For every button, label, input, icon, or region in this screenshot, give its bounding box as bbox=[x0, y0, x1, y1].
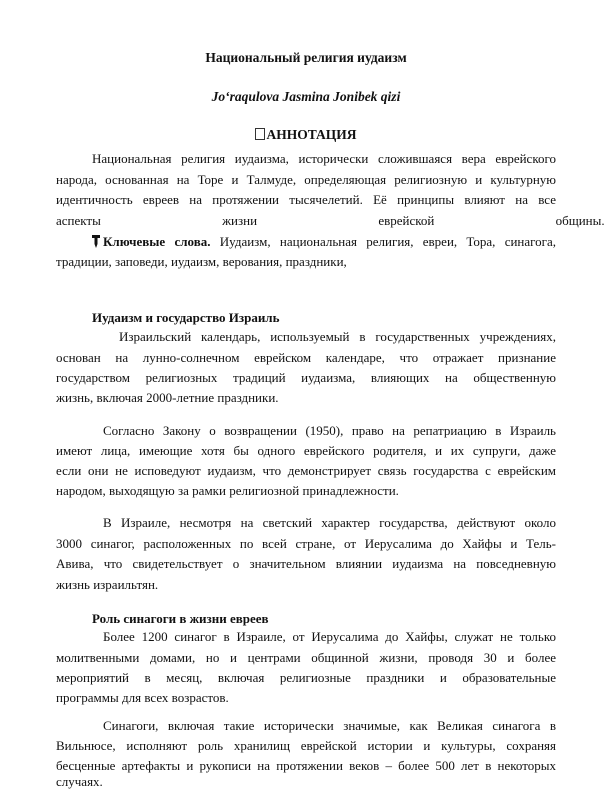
annotation-line: идентичность евреев на протяжении тысячелетий. Её принципы влияют на все bbox=[56, 192, 556, 207]
paragraph-line: случаях. bbox=[56, 774, 103, 789]
annotation-line: аспекты жизни еврейской общины. bbox=[56, 213, 605, 228]
paragraph-line: Израильский календарь, используемый в государственных учреждениях, bbox=[119, 329, 556, 344]
annotation-heading: АННОТАЦИЯ bbox=[266, 127, 357, 142]
paragraph-line: имеют лица, имеющие хотя бы одного еврейского родителя, и их супруги, даже bbox=[56, 443, 556, 458]
paragraph-line: основан на лунно-солнечном еврейском календаре, что отражает признание bbox=[56, 350, 556, 365]
section-heading: Иудаизм и государство Израиль bbox=[92, 310, 280, 325]
paragraph-line: молитвенными домами, но и центрами общинной жизни, проводя 30 и более bbox=[56, 650, 556, 665]
paragraph-line: Авива, что свидетельствует о значительном влиянии иудаизма на повседневную bbox=[56, 556, 556, 571]
annotation-line: Национальная религия иудаизма, исторически сложившаяся вера еврейского bbox=[92, 151, 556, 166]
paragraph-line: В Израиле, несмотря на светский характер государства, действуют около bbox=[103, 515, 556, 530]
paragraph-line: 3000 синагог, расположенных по всей стране, от Иерусалима до Хайфы и Тель- bbox=[56, 536, 556, 551]
paragraph-line: народом, выходящую за рамки религиозной принадлежности. bbox=[56, 483, 399, 498]
paragraph-line: если они не исповедуют иудаизм, что демонстрирует связь государства с еврейским bbox=[56, 463, 556, 478]
section-heading: Роль синагоги в жизни евреев bbox=[92, 611, 269, 626]
paragraph-line: мероприятий в месяц, включая религиозные праздники и образовательные bbox=[56, 670, 556, 685]
author-name: Jo‘raqulova Jasmina Jonibek qizi bbox=[211, 89, 401, 104]
paragraph-line: Согласно Закону о возвращении (1950), право на репатриацию в Израиль bbox=[103, 423, 556, 438]
keywords-list: Иудаизм, национальная религия, евреи, Тора, синагога, bbox=[210, 234, 557, 249]
paragraph-line: бесценные артефакты и рукописи на протяжении веков – более 500 лет в некоторых bbox=[56, 758, 556, 773]
paragraph-line: государством религиозных традиций иудаизма, влияющих на общественную bbox=[56, 370, 556, 385]
keywords-label: Ключевые слова. bbox=[103, 234, 211, 249]
annotation-heading-row bbox=[0, 127, 612, 143]
paragraph-line: жизнь, включая 2000-летние праздники. bbox=[56, 390, 279, 405]
paragraph-line: программы для всех возрастов. bbox=[56, 690, 229, 705]
pin-icon bbox=[92, 235, 100, 248]
keywords-list-continued: традиции, заповеди, иудаизм, верования, праздники, bbox=[56, 254, 347, 269]
keywords-row bbox=[92, 234, 556, 250]
missing-glyph-box-icon bbox=[255, 128, 265, 140]
annotation-line: народа, основанная на Торе и Талмуде, определяющая религиозную и культурную bbox=[56, 172, 556, 187]
paragraph-line: Синагоги, включая такие исторически значимые, как Великая синагога в bbox=[103, 718, 556, 733]
paragraph-line: жизнь израильтян. bbox=[56, 577, 159, 592]
document-title: Национальный религия иудаизм bbox=[205, 50, 407, 65]
paragraph-line: Более 1200 синагог в Израиле, от Иерусалима до Хайфы, служат не только bbox=[103, 629, 556, 644]
paragraph-line: Вильнюсе, исполняют роль хранилищ еврейской истории и культуры, сохраняя bbox=[56, 738, 556, 753]
